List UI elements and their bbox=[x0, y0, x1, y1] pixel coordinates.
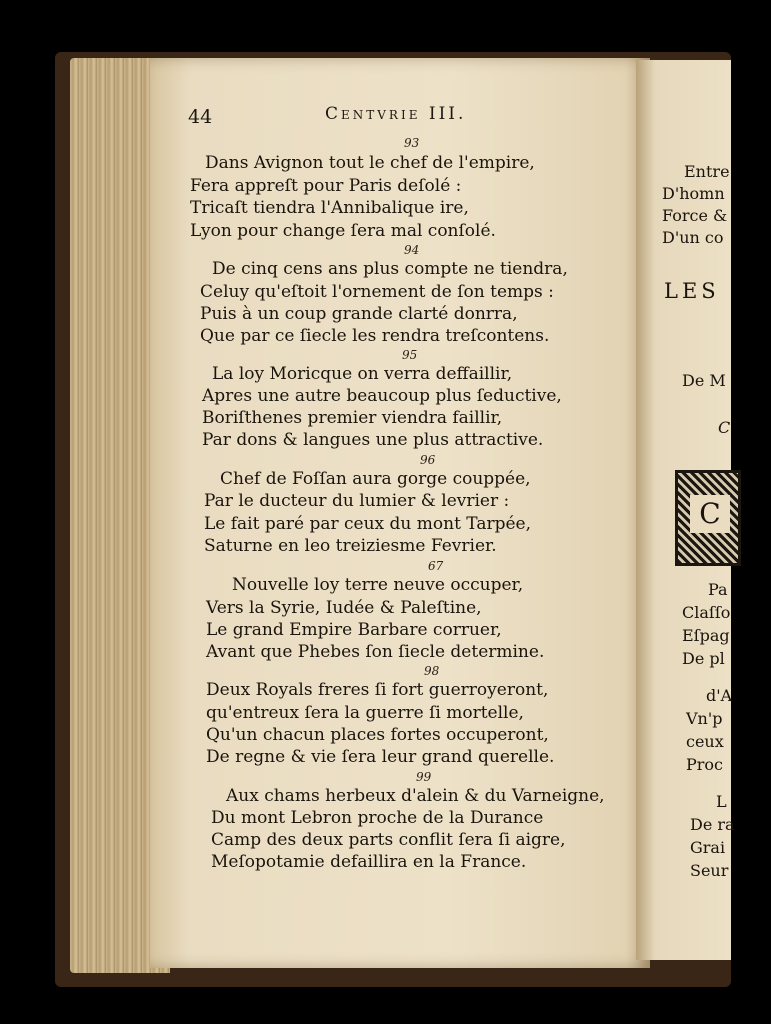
verse-line: Camp des deux parts conflit ſera ſi aigre, bbox=[211, 830, 566, 850]
verse-line: Du mont Lebron proche de la Durance bbox=[211, 808, 544, 828]
verse-line: Qu'un chacun places fortes occuperont, bbox=[206, 725, 549, 745]
verse-line: Lyon pour change ſera mal conſolé. bbox=[190, 221, 496, 241]
right-page-fragment: Claſſo bbox=[682, 603, 731, 622]
right-page-fragment: L bbox=[716, 792, 727, 811]
verse-line: Saturne en leo treiziesme Fevrier. bbox=[204, 536, 497, 556]
verse-number: 94 bbox=[404, 243, 420, 257]
verse-line: Aux chams herbeux d'alein & du Varneigne, bbox=[226, 786, 605, 806]
page-title: Centvrie III. bbox=[325, 104, 467, 124]
right-page-fragment: Force & bbox=[662, 206, 728, 225]
verse-line: Avant que Phebes ſon ſiecle determine. bbox=[206, 642, 545, 662]
verse-line: Fera appreſt pour Paris deſolé : bbox=[190, 176, 462, 196]
verse-line: De cinq cens ans plus compte ne tiendra, bbox=[212, 259, 568, 279]
right-page-fragment: De pl bbox=[682, 649, 725, 668]
verse-line: La loy Moricque on verra deffaillir, bbox=[212, 364, 513, 384]
verse-number: 95 bbox=[402, 348, 418, 362]
verse-number: 96 bbox=[420, 453, 436, 467]
right-page-fragment: De M bbox=[682, 371, 726, 390]
verse-line: Par dons & langues une plus attractive. bbox=[202, 430, 544, 450]
verse-line: Deux Royals freres ſi fort guerroyeront, bbox=[206, 680, 549, 700]
right-page-fragment: C bbox=[718, 418, 731, 437]
right-page-fragment: Vn'p bbox=[686, 709, 723, 728]
right-page-fragment: Pa bbox=[708, 580, 728, 599]
verse-line: Puis à un coup grande clarté donrra, bbox=[200, 304, 518, 324]
right-page-fragment: d'A bbox=[706, 686, 733, 705]
right-page-fragment: ceux bbox=[686, 732, 724, 751]
verse-line: De regne & vie ſera leur grand querelle. bbox=[206, 747, 555, 767]
verse-line: Apres une autre beaucoup plus ſeductive, bbox=[202, 386, 562, 406]
right-page-fragment: D'homn bbox=[662, 184, 725, 203]
verse-line: Nouvelle loy terre neuve occuper, bbox=[232, 575, 524, 595]
verse-line: Celuy qu'eſtoit l'ornement de ſon temps : bbox=[200, 282, 554, 302]
ornamental-initial-letter: C bbox=[690, 495, 730, 533]
right-page-fragment: Seur bbox=[690, 861, 729, 880]
verse-line: qu'entreux ſera la guerre ſi mortelle, bbox=[206, 703, 524, 723]
verse-number: 93 bbox=[404, 136, 420, 150]
verse-line: Que par ce ſiecle les rendra treſcontens. bbox=[200, 326, 550, 346]
right-page-fragment: Grai bbox=[690, 838, 726, 857]
page-number: 44 bbox=[188, 106, 213, 128]
verse-line: Par le ducteur du lumier & levrier : bbox=[204, 491, 510, 511]
verse-line: Le fait paré par ceux du mont Tarpée, bbox=[204, 514, 531, 534]
verse-number: 67 bbox=[428, 559, 444, 573]
verse-line: Dans Avignon tout le chef de l'empire, bbox=[205, 153, 535, 173]
verse-line: Vers la Syrie, Iudée & Paleſtine, bbox=[206, 598, 482, 618]
verse-line: Meſopotamie defaillira en la France. bbox=[211, 852, 527, 872]
verse-line: Boriſthenes premier viendra faillir, bbox=[202, 408, 503, 428]
right-page-fragment: De ra bbox=[690, 815, 735, 834]
verse-line: Chef de Foſſan aura gorge couppée, bbox=[220, 469, 531, 489]
right-page-fragment: Proc bbox=[686, 755, 724, 774]
verse-line: Tricaſt tiendra l'Annibalique ire, bbox=[190, 198, 469, 218]
verse-number: 98 bbox=[424, 664, 440, 678]
right-page-fragment: Eſpag bbox=[682, 626, 730, 645]
right-page-heading: LES bbox=[664, 279, 720, 303]
right-page-fragment: Entre bbox=[684, 162, 730, 181]
right-page-fragment: D'un co bbox=[662, 228, 724, 247]
verse-number: 99 bbox=[416, 770, 432, 784]
verse-line: Le grand Empire Barbare corruer, bbox=[206, 620, 502, 640]
